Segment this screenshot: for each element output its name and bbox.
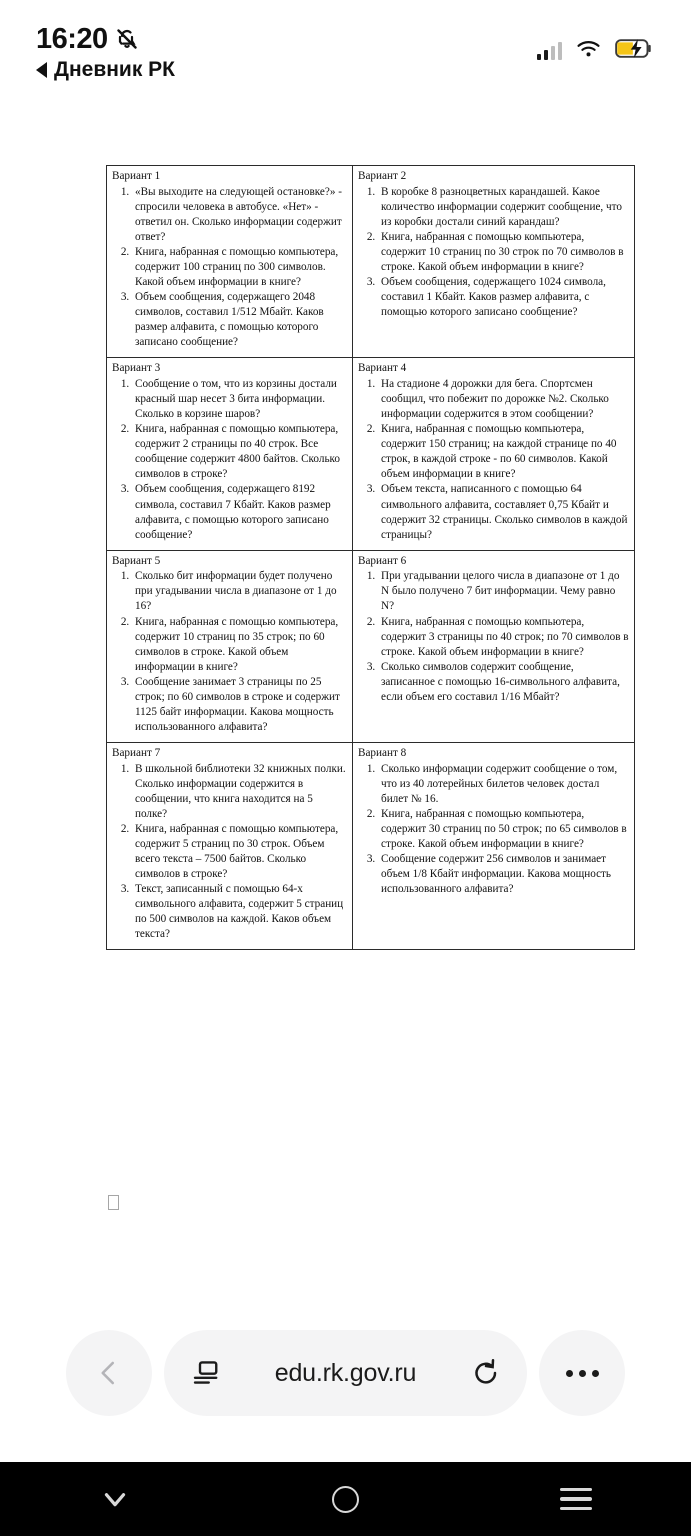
- table-row: [107, 743, 635, 950]
- back-label: Дневник РК: [54, 58, 175, 81]
- variant-cell-1: [107, 166, 353, 358]
- variant-cell-3: [107, 358, 353, 550]
- task-list: [132, 569, 347, 735]
- task-item: 3. Объем сообщения, содержащего 8192 символа, составил 7 Кбайт. Каков размер алфавита, с помощью которого записано сообщение?: [132, 482, 347, 542]
- nav-back-button[interactable]: [70, 1462, 160, 1536]
- task-item: 3. Сообщение содержит 256 символов и занимает объем 1/8 Кбайт информации. Какова мощность использованного алфавита?: [378, 852, 629, 897]
- variant-cell-4: [353, 358, 635, 550]
- task-list: [132, 762, 347, 943]
- task-list: [378, 762, 629, 898]
- back-caret-icon: [36, 62, 47, 78]
- task-item: 1. При угадывании целого числа в диапазоне от 1 до N было получено 7 бит информации. Чему равно N?: [378, 569, 629, 614]
- status-bar-right: [537, 38, 654, 64]
- task-item: 1. В коробке 8 разноцветных карандашей. Какое количество информации содержит сообщение, что из коробки достали синий карандаш?: [378, 185, 629, 230]
- home-circle-icon: [332, 1486, 359, 1513]
- chevron-down-icon: [98, 1482, 132, 1516]
- task-item: 1. «Вы выходите на следующей остановке?» - спросили человека в автобусе. «Нет» - ответил он. Сколько информации содержит ответ?: [132, 185, 347, 245]
- task-item: 2. Книга, набранная с помощью компьютера, содержит 5 страниц по 30 строк. Объем всего текста – 7500 байтов. Сколько символов в строке?: [132, 822, 347, 882]
- task-list: [378, 185, 629, 321]
- variant-cell-6: [353, 550, 635, 742]
- task-item: 3. Объем текста, написанного с помощью 64 символьного алфавита, составляет 0,75 Кбайт и содержит 32 страницы. Сколько символов в каждой страницы?: [378, 482, 629, 542]
- variant-title: Вариант 8: [358, 747, 407, 760]
- task-item: 2. Книга, набранная с помощью компьютера, содержит 100 страниц по 300 символов. Какой объем информации в книге?: [132, 245, 347, 290]
- task-list: [132, 185, 347, 351]
- task-item: 2. Книга, набранная с помощью компьютера, содержит 30 страниц по 50 строк; по 65 символов в строке. Какой объем информации в книге?: [378, 807, 629, 852]
- browser-toolbar: [0, 1312, 691, 1452]
- missing-glyph-box-icon: [108, 1195, 119, 1210]
- task-list: [378, 569, 629, 705]
- task-item: 3. Объем сообщения, содержащего 2048 символов, составил 1/512 Мбайт. Каков размер алфавита, с помощью которого записано сообщение?: [132, 290, 347, 350]
- task-item: 2. Книга, набранная с помощью компьютера, содержит 10 страниц по 30 строк по 70 символов в строке. Какой объем информации в книге?: [378, 230, 629, 275]
- clock-row: [36, 22, 139, 56]
- url-bar[interactable]: [164, 1330, 527, 1416]
- task-item: 3. Текст, записанный с помощью 64-х символьного алфавита, содержит 5 страниц по 500 символов на каждой. Каков объем текста?: [132, 882, 347, 942]
- task-item: 1. Сколько информации содержит сообщение о том, что из 40 лотерейных билетов человек достал билет № 16.: [378, 762, 629, 807]
- task-list: [378, 377, 629, 543]
- task-item: 2. Книга, набранная с помощью компьютера, содержит 10 страниц по 35 строк; по 60 символов в строке. Какой объем информации в книге?: [132, 615, 347, 675]
- variant-title: Вариант 5: [112, 554, 161, 567]
- status-bar-left: [36, 22, 175, 80]
- table-row: [107, 166, 635, 358]
- bell-off-icon: [115, 27, 139, 51]
- task-item: 1. Сообщение о том, что из корзины достали красный шар несет 3 бита информации. Сколько в корзине шаров?: [132, 377, 347, 422]
- more-options-button[interactable]: [539, 1330, 625, 1416]
- variant-title: Вариант 1: [112, 170, 161, 182]
- table-row: [107, 358, 635, 550]
- variant-cell-5: [107, 550, 353, 742]
- variant-cell-7: [107, 743, 353, 950]
- variant-title: Вариант 7: [112, 747, 161, 760]
- system-nav-bar: [0, 1462, 691, 1536]
- web-page-content: [0, 96, 691, 1312]
- cellular-signal-icon: [537, 42, 563, 60]
- recents-menu-icon: [560, 1488, 592, 1510]
- variant-cell-2: [353, 166, 635, 358]
- variant-title: Вариант 6: [358, 554, 407, 567]
- nav-recents-button[interactable]: [531, 1462, 621, 1536]
- variants-table: [106, 165, 635, 950]
- table-row: [107, 550, 635, 742]
- task-item: 2. Книга, набранная с помощью компьютера, содержит 150 страниц; на каждой странице по 40 строк, в каждой строке - по 60 символов. Какой объем информации в книге?: [378, 422, 629, 482]
- url-text[interactable]: edu.rk.gov.ru: [274, 1358, 417, 1387]
- status-clock: 16:20: [36, 22, 108, 55]
- variant-title: Вариант 3: [112, 362, 161, 375]
- app-back-link[interactable]: [36, 59, 175, 80]
- task-item: 1. На стадионе 4 дорожки для бега. Спортсмен сообщил, что побежит по дорожке №2. Сколько информации содержится в этом сообщении?: [378, 377, 629, 422]
- more-options-icon: [566, 1370, 599, 1377]
- back-button[interactable]: [66, 1330, 152, 1416]
- task-item: 2. Книга, набранная с помощью компьютера, содержит 3 страницы по 40 строк; по 70 символов в строке. Какой объем информации в книге?: [378, 615, 629, 660]
- task-item: 1. В школьной библиотеки 32 книжных полки. Сколько информации содержится в сообщении, что книга находится на 5 полке?: [132, 762, 347, 822]
- task-item: 3. Сколько символов содержит сообщение, записанное с помощью 16-символьного алфавита, если объем его составил 1/16 Мбайт?: [378, 660, 629, 705]
- wifi-icon: [576, 39, 601, 63]
- variant-title: Вариант 2: [358, 170, 407, 182]
- task-item: 1. Сколько бит информации будет получено при угадывании числа в диапазоне от 1 до 16?: [132, 569, 347, 614]
- task-list: [132, 377, 347, 543]
- variant-cell-8: [353, 743, 635, 950]
- battery-charging-icon: [615, 38, 653, 64]
- nav-home-button[interactable]: [300, 1462, 390, 1536]
- task-item: 3. Объем сообщения, содержащего 1024 символа, составил 1 Кбайт. Каков размер алфавита, с помощью которого записано сообщение?: [378, 275, 629, 320]
- reload-icon[interactable]: [471, 1358, 501, 1388]
- reader-view-icon[interactable]: [190, 1358, 220, 1388]
- task-item: 3. Сообщение занимает 3 страницы по 25 строк; по 60 символов в строке и содержит 1125 байт информации. Какова мощность использованного алфавита?: [132, 675, 347, 735]
- status-bar: [0, 0, 691, 96]
- task-item: 2. Книга, набранная с помощью компьютера, содержит 2 страницы по 40 строк. Все сообщение содержит 4800 байтов. Сколько символов в строке?: [132, 422, 347, 482]
- variant-title: Вариант 4: [358, 362, 407, 375]
